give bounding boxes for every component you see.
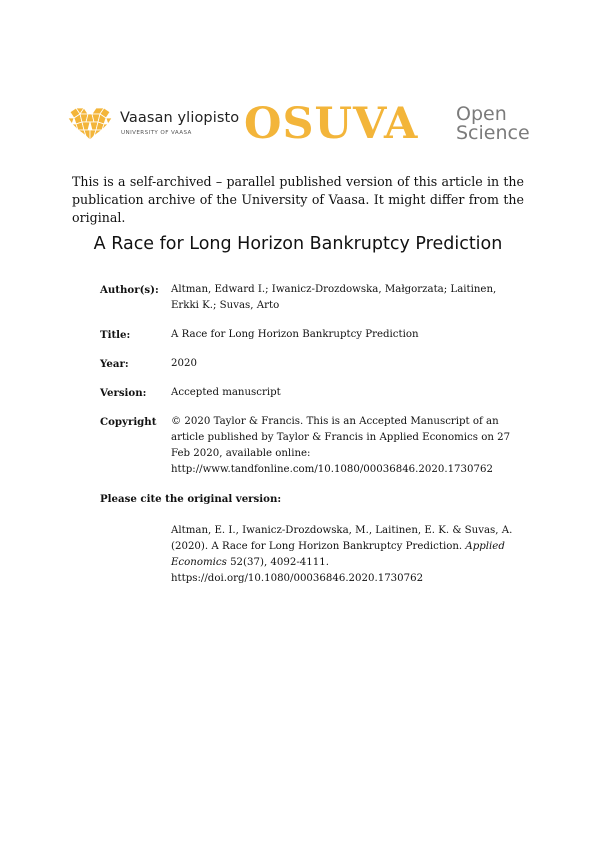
university-logo [66,104,240,144]
science-label: Science [456,122,530,144]
article-metadata [100,282,530,587]
citation-text-before: Altman, E. I., Iwanicz-Drozdowska, M., Laitinen, E. K. & Suvas, A. (2020). A Race for Long Horizon Bankruptcy Prediction. [171,525,513,552]
authors-row [100,282,530,314]
copyright-label: Copyright [100,416,157,428]
cite-heading: Please cite the original version: [100,493,282,505]
citation-doi-link[interactable]: https://doi.org/10.1080/00036846.2020.1730762 [171,573,424,584]
authors-label: Author(s): [100,284,159,296]
citation-text [171,523,521,587]
copyright-value [171,414,521,478]
header-logos [66,100,536,148]
year-value: 2020 [171,358,197,369]
title-row [100,327,530,343]
version-value: Accepted manuscript [171,387,281,398]
version-label: Version: [100,387,147,399]
university-subtitle: UNIVERSITY OF VAASA [121,130,192,136]
title-label: Title: [100,329,131,341]
authors-value: Altman, Edward I.; Iwanicz-Drozdowska, Małgorzata; Laitinen, Erkki K.; Suvas, Arto [171,284,497,311]
citation-journal: Applied Economics [171,541,505,568]
open-label: Open [456,103,507,125]
copyright-row [100,414,530,478]
citation-text-after: 52(37), 4092-4111. [226,557,329,568]
title-value: A Race for Long Horizon Bankruptcy Prediction [171,329,419,340]
copyright-url-link[interactable]: http://www.tandfonline.com/10.1080/00036846.2020.1730762 [171,464,493,475]
self-archived-disclaimer: This is a self-archived – parallel published version of this article in the publication archive of the University of Vaasa. It might differ from the original. [72,174,524,225]
year-row [100,356,530,372]
open-science-logo [456,105,530,143]
copyright-text: © 2020 Taylor & Francis. This is an Accepted Manuscript of an article published by Taylor & Francis in Applied Economics on 27 Feb 2020, available online: [171,416,511,459]
article-title: A Race for Long Horizon Bankruptcy Prediction [93,234,503,254]
university-name: Vaasan yliopisto [120,110,240,126]
year-label: Year: [100,358,129,370]
heart-mosaic-icon [66,106,114,142]
version-row [100,385,530,401]
osuva-logo-text: OSUVA [244,99,419,149]
